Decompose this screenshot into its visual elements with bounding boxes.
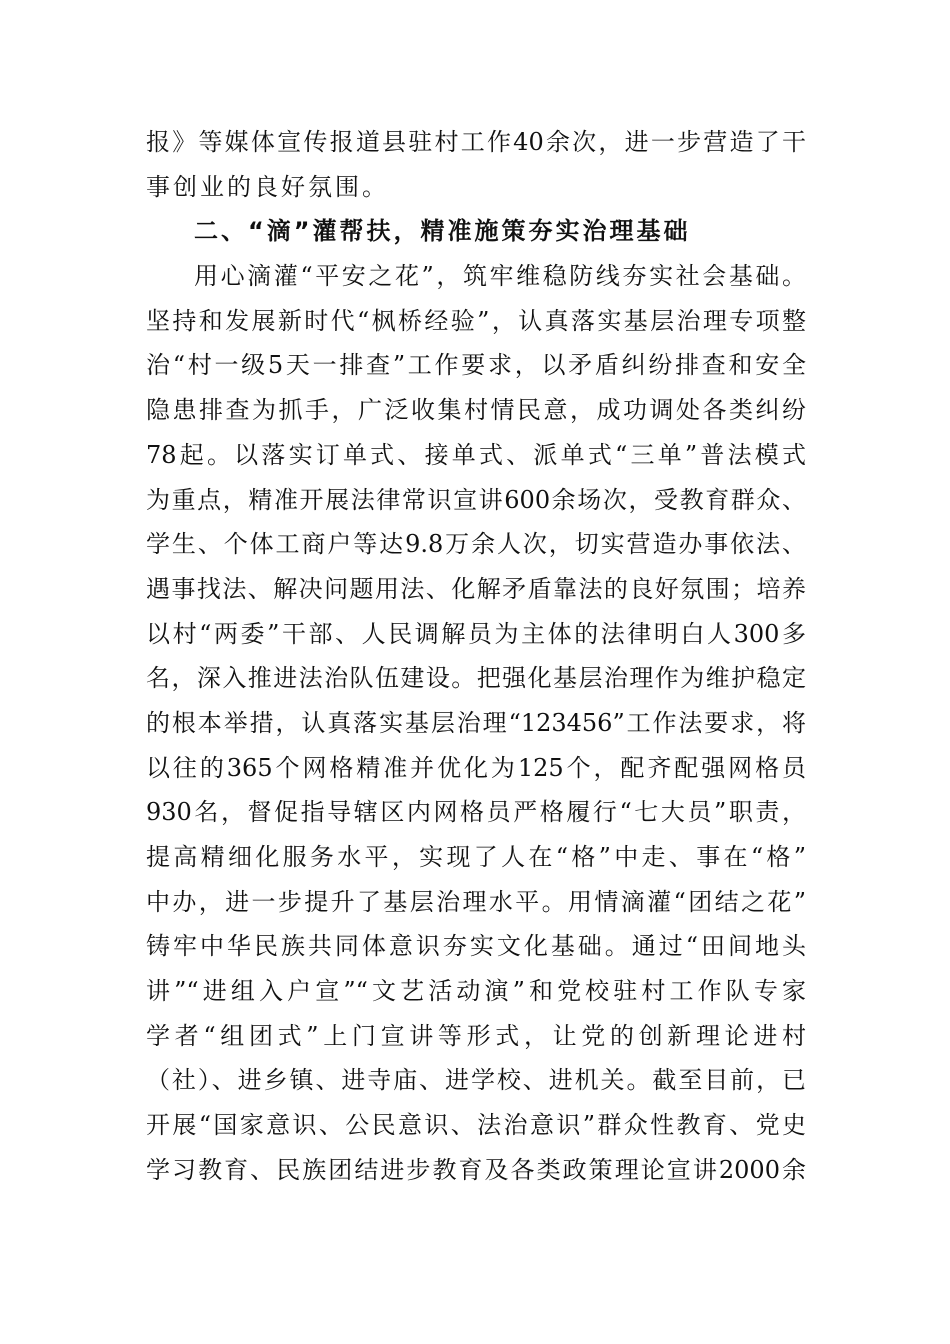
- text-line: 遇事找法、解决问题用法、化解矛盾靠法的良好氛围；培养: [146, 574, 806, 603]
- text-line: 78起。以落实订单式、接单式、派单式“三单”普法模式: [146, 440, 806, 469]
- text-line: 学者“组团式”上门宣讲等形式，让党的创新理论进村: [146, 1021, 806, 1050]
- text-line: 的根本举措，认真落实基层治理“123456”工作法要求，将: [146, 708, 806, 737]
- text-line: 坚持和发展新时代“枫桥经验”，认真落实基层治理专项整: [146, 306, 806, 335]
- section-heading: 二、“滴”灌帮扶，精准施策夯实治理基础: [194, 217, 691, 246]
- text-line: 开展“国家意识、公民意识、法治意识”群众性教育、党史: [146, 1111, 806, 1140]
- text-line: 报》等媒体宣传报道县驻村工作40余次，进一步营造了干: [146, 128, 806, 156]
- text-line: 学习教育、民族团结进步教育及各类政策理论宣讲2000余: [146, 1155, 806, 1184]
- text-line: 中办，进一步提升了基层治理水平。用情滴灌“团结之花”: [146, 887, 806, 916]
- document-text: [146, 120, 806, 1193]
- text-line: 提高精细化服务水平，实现了人在“格”中走、事在“格”: [146, 843, 806, 871]
- text-line: 讲”“进组入户宣”“文艺活动演”和党校驻村工作队专家: [146, 977, 806, 1006]
- paragraph-first-line: 用心滴灌“平安之花”，筑牢维稳防线夯实社会基础。: [194, 262, 806, 291]
- text-line: 以村“两委”干部、人民调解员为主体的法律明白人300多: [146, 619, 806, 648]
- text-line: 以往的365个网格精准并优化为125个，配齐配强网格员: [146, 753, 806, 782]
- text-line: 隐患排查为抓手，广泛收集村情民意，成功调处各类纠纷: [146, 396, 806, 425]
- text-line: （社）、进乡镇、进寺庙、进学校、进机关。截至目前，已: [146, 1066, 806, 1095]
- text-line: 名，深入推进法治队伍建设。把强化基层治理作为维护稳定: [146, 664, 806, 693]
- text-line: 学生、个体工商户等达9.8万余人次，切实营造办事依法、: [146, 530, 806, 559]
- text-line: 铸牢中华民族共同体意识夯实文化基础。通过“田间地头: [146, 932, 806, 961]
- text-line: 治“村一级5天一排查”工作要求，以矛盾纠纷排查和安全: [146, 351, 806, 380]
- text-line: 930名，督促指导辖区内网格员严格履行“七大员”职责，: [146, 798, 806, 827]
- text-line: 为重点，精准开展法律常识宣讲600余场次，受教育群众、: [146, 485, 806, 514]
- text-line: 事创业的良好氛围。: [146, 172, 389, 201]
